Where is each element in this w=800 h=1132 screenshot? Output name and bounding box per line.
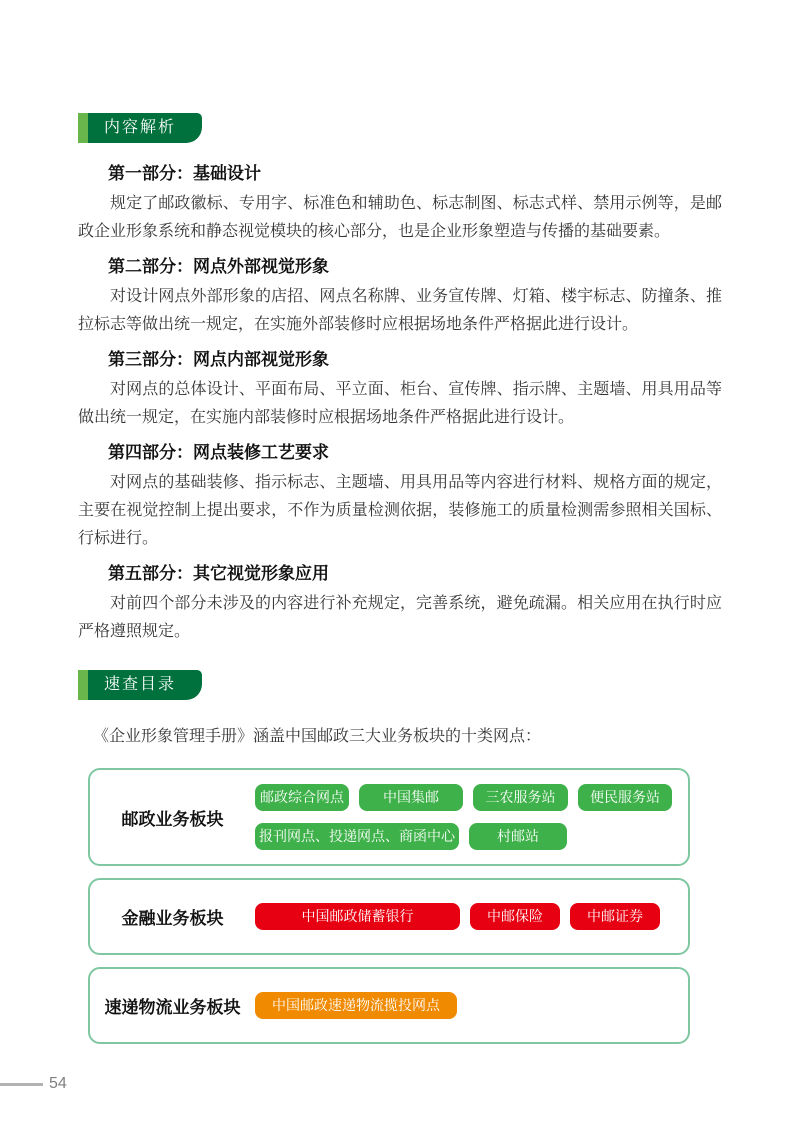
section-heading-2: 第二部分：网点外部视觉形象	[108, 257, 329, 276]
section-body-3: 对网点的总体设计、平面布局、平立面、柜台、宣传牌、指示牌、主题墙、用具用品等做出统一规定，在实施内部装修时应根据场地条件严格据此进行设计。	[78, 381, 722, 426]
badge-accent-bar	[78, 670, 88, 700]
finance-pills	[255, 880, 688, 953]
section-heading-3: 第三部分：网点内部视觉形象	[108, 350, 329, 369]
business-box-postal	[88, 768, 690, 866]
section-heading-4: 第四部分：网点装修工艺要求	[108, 443, 329, 462]
section-body-4: 对网点的基础装修、指示标志、主题墙、用具用品等内容进行材料、规格方面的规定，主要在视觉控制上提出要求，不作为质量检测依据，装修施工的质量检测需参照相关国标、行标进行。	[78, 474, 722, 547]
pill-ems-logistics-outlet: 中国邮政速递物流揽投网点	[255, 992, 457, 1019]
pill-village-post-station: 村邮站	[469, 823, 567, 850]
pill-china-post-insurance: 中邮保险	[470, 903, 560, 930]
business-box-logistics	[88, 967, 690, 1044]
badge-quick-index	[78, 670, 800, 700]
badge-label: 速查目录	[88, 670, 202, 700]
badge-label: 内容解析	[88, 113, 202, 143]
pill-newspaper-delivery-mail-center: 报刊网点、投递网点、商函中心	[255, 823, 459, 850]
box-label-logistics: 速递物流业务板块	[104, 998, 241, 1017]
footer-rule	[0, 1083, 43, 1086]
logistics-pills	[255, 969, 688, 1042]
section-body-1: 规定了邮政徽标、专用字、标准色和辅助色、标志制图、标志式样、禁用示例等，是邮政企业形象系统和静态视觉模块的核心部分，也是企业形象塑造与传播的基础要素。	[78, 195, 722, 240]
badge-content-analysis	[78, 113, 800, 143]
pill-postal-savings-bank: 中国邮政储蓄银行	[255, 903, 460, 930]
pill-convenience-service-station: 便民服务站	[578, 784, 672, 811]
section-heading-5: 第五部分：其它视觉形象应用	[108, 564, 329, 583]
page-footer	[0, 1075, 67, 1093]
business-box-finance	[88, 878, 690, 955]
section-body-2: 对设计网点外部形象的店招、网点名称牌、业务宣传牌、灯箱、楼宇标志、防撞条、推拉标志等做出统一规定，在实施外部装修时应根据场地条件严格据此进行设计。	[78, 288, 722, 333]
pill-agriculture-service-station: 三农服务站	[473, 784, 568, 811]
pill-china-post-securities: 中邮证券	[570, 903, 660, 930]
section-heading-1: 第一部分：基础设计	[108, 164, 261, 183]
postal-pills	[255, 770, 688, 864]
quick-index-intro: 《企业形象管理手册》涵盖中国邮政三大业务板块的十类网点：	[93, 728, 542, 745]
page-number: 54	[49, 1075, 67, 1092]
content-analysis-sections	[0, 163, 800, 646]
box-label-finance: 金融业务板块	[121, 909, 224, 928]
pill-postal-comprehensive-outlet: 邮政综合网点	[255, 784, 349, 811]
box-label-postal: 邮政业务板块	[121, 809, 224, 829]
pill-china-philately: 中国集邮	[359, 784, 463, 811]
section-body-5: 对前四个部分未涉及的内容进行补充规定，完善系统，避免疏漏。相关应用在执行时应严格遵照规定。	[78, 595, 722, 640]
badge-accent-bar	[78, 113, 88, 143]
